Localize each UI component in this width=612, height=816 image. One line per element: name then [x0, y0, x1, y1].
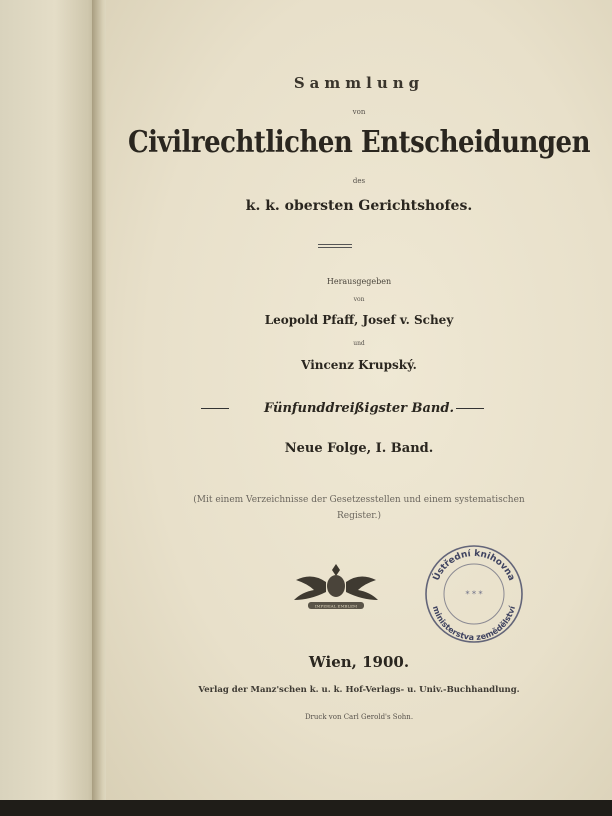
bottom-shadow	[0, 800, 612, 816]
library-stamp-icon	[422, 542, 526, 646]
note-line-1: (Mit einem Verzeichnisse der Gesetzesstellen und einem systematischen	[193, 495, 525, 505]
imperial-eagle-icon	[288, 560, 384, 614]
publisher: Verlag der Manz'schen k. u. k. Hof-Verlags- u. Univ.-Buchhandlung.	[198, 685, 520, 695]
arrow-right-ornament	[456, 408, 484, 409]
court-name: k. k. obersten Gerichtshofes.	[245, 198, 473, 214]
place-year: Wien, 1900.	[308, 653, 410, 671]
volume: Fünfunddreißigster Band.	[264, 401, 454, 416]
title-page	[106, 0, 612, 808]
des: des	[352, 177, 366, 185]
main-title: Civilrechtlichen Entscheidungen	[127, 125, 591, 161]
herausgegeben: Herausgegeben	[326, 277, 392, 286]
left-page	[0, 0, 100, 808]
editor-3: Vincenz Krupský.	[301, 358, 417, 372]
stamp-top: Ústřední knihovna	[431, 548, 517, 583]
stamp-bottom: ministerstva zemědělství	[430, 604, 518, 643]
svg-text:Ústřední knihovna	[430, 549, 516, 583]
printer: Druck von Carl Gerold's Sohn.	[304, 713, 414, 721]
von-1: von	[352, 108, 366, 116]
stamp-inner: * * *	[465, 590, 483, 599]
editors: Leopold Pfaff, Josef v. Schey	[264, 313, 454, 327]
und: und	[353, 340, 365, 347]
von-2: von	[353, 296, 365, 303]
note-line-2: Register.)	[337, 511, 381, 521]
svg-text:ministerstva zemědělství	[431, 604, 517, 642]
series: Neue Folge, I. Band.	[284, 441, 434, 456]
title-sammlung: Sammlung	[293, 74, 425, 92]
emblem-text: IMPERIAL EMBLEM	[314, 603, 358, 609]
double-rule	[318, 244, 352, 248]
